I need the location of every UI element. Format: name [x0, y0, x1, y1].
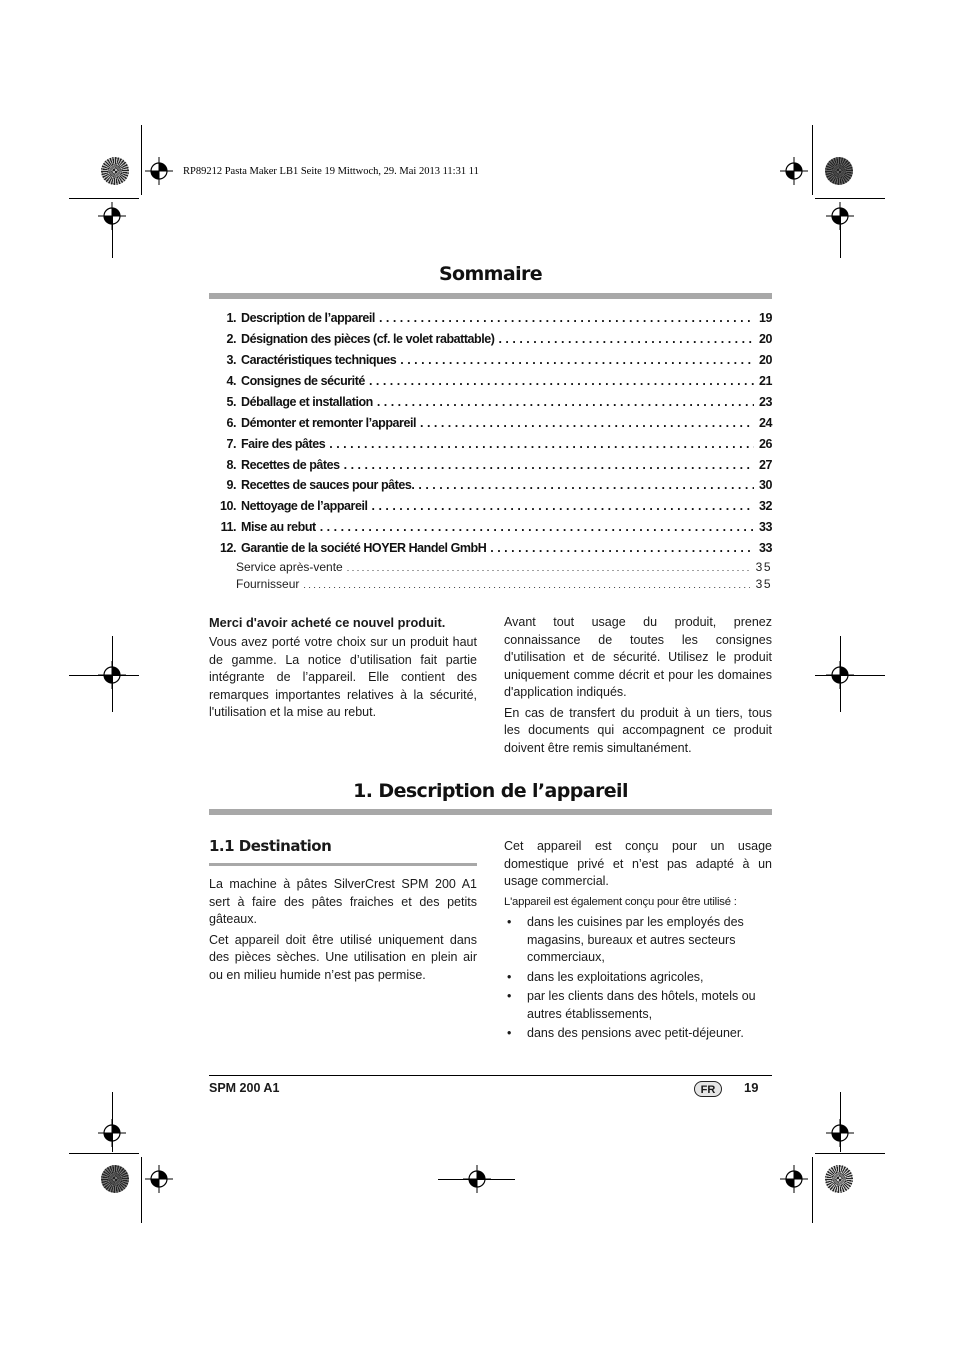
language-badge: FR — [694, 1081, 722, 1097]
list-item: • par les clients dans des hôtels, motels ou autres établissements, — [504, 988, 772, 1023]
list-item: • dans des pensions avec petit-déjeuner. — [504, 1025, 772, 1043]
description-left-paragraph-1: La machine à pâtes SilverCrest SPM 200 A1 sert à faire des pâtes fraiches et des petits gâteaux. — [209, 877, 477, 926]
registration-mark-icon — [145, 1165, 173, 1193]
toc-title: Sommaire — [438, 263, 543, 285]
color-rosette-icon — [101, 1165, 129, 1193]
footer-rule — [209, 1075, 772, 1076]
list-item: • dans les cuisines par les employés des magasins, bureaux et autres secteurs commerciaux, — [504, 914, 772, 967]
crop-line — [840, 1092, 841, 1152]
crop-line — [112, 1092, 113, 1152]
toc-subentry[interactable]: Fournisseur . . . 35 — [236, 577, 772, 594]
description-title: 1. Description de l’appareil — [353, 780, 628, 802]
crop-line — [438, 1179, 515, 1180]
toc-entry[interactable]: 2. Désignation des pièces (cf. le volet rabattable) . . . 20 — [209, 332, 772, 352]
crop-line — [815, 198, 885, 199]
toc-entry[interactable]: 10. Nettoyage de l’appareil . . . 32 — [209, 499, 772, 519]
color-rosette-icon — [825, 1165, 853, 1193]
crop-line — [840, 636, 841, 712]
description-right-paragraph-2: L'appareil est également conçu pour être utilisé : — [504, 895, 737, 908]
intro-left-paragraph: Vous avez porté votre choix sur un produit haut de gamme. La notice d’utilisation fait partie intégrante de l’appareil. Elle contient des remarques importantes relatives à la sécurité, l'utilisation et la mise au rebut. — [209, 635, 477, 719]
crop-line — [812, 125, 813, 195]
crop-line — [815, 1153, 885, 1154]
crop-line — [69, 198, 139, 199]
intro-right-paragraph-2: En cas de transfert du produit à un tiers, tous les documents qui accompagnent ce produit doivent être remis simultanément. — [504, 705, 772, 755]
crop-line — [815, 675, 885, 676]
registration-mark-icon — [780, 1165, 808, 1193]
registration-mark-icon — [780, 157, 808, 185]
color-rosette-icon — [101, 157, 129, 185]
intro-right-column — [504, 614, 772, 760]
destination-subtitle-rule — [209, 863, 477, 866]
crop-line — [69, 675, 139, 676]
destination-subtitle: 1.1 Destination — [209, 837, 332, 855]
description-title-rule — [209, 809, 772, 815]
crop-line — [840, 208, 841, 258]
toc-entry[interactable]: 1. Description de l’appareil . . . 19 — [209, 311, 772, 331]
list-item: • dans les exploitations agricoles, — [504, 969, 772, 987]
intro-right-paragraph-1: Avant tout usage du produit, prenez connaissance de toutes les consignes d'utilisation et de sécurité. Utilisez le produit uniquement comme décrit et pour les domaines d'application indiqués. — [504, 615, 772, 699]
toc-title-rule — [209, 293, 772, 299]
usage-list — [504, 914, 772, 1043]
description-left-column — [209, 876, 477, 987]
crop-line — [141, 1157, 142, 1223]
crop-line — [69, 1153, 139, 1154]
toc-entry[interactable]: 11. Mise au rebut . . . 33 — [209, 520, 772, 540]
toc-entry[interactable]: 3. Caractéristiques techniques . . . 20 — [209, 353, 772, 373]
toc-entry[interactable]: 9. Recettes de sauces pour pâtes. . . . 30 — [209, 478, 772, 498]
page-number: 19 — [744, 1080, 759, 1095]
toc-entry[interactable]: 5. Déballage et installation . . . 23 — [209, 395, 772, 415]
crop-line — [112, 208, 113, 258]
toc-entry[interactable]: 6. Démonter et remonter l’appareil . . . 24 — [209, 416, 772, 436]
toc-entry[interactable]: 12. Garantie de la société HOYER Handel GmbH . . . 33 — [209, 541, 772, 561]
footer-model: SPM 200 A1 — [209, 1081, 280, 1095]
toc-entry[interactable]: 7. Faire des pâtes . . . 26 — [209, 437, 772, 457]
toc-entry[interactable]: 8. Recettes de pâtes . . . 27 — [209, 458, 772, 478]
crop-line — [141, 125, 142, 195]
description-right-column — [504, 838, 772, 1045]
toc-entry[interactable]: 4. Consignes de sécurité . . . 21 — [209, 374, 772, 394]
intro-lead: Merci d'avoir acheté ce nouvel produit. — [209, 615, 446, 630]
crop-line — [812, 1157, 813, 1223]
color-rosette-icon — [825, 157, 853, 185]
intro-left-column — [209, 614, 477, 725]
crop-line — [112, 636, 113, 712]
description-left-paragraph-2: Cet appareil doit être utilisé uniquement dans des pièces sèches. Une utilisation en plein air ou en milieu humide n’est pas permise. — [209, 932, 477, 982]
description-right-paragraph-1: Cet appareil est conçu pour un usage domestique privé et n’est pas adapté à un usage commercial. — [504, 839, 772, 888]
registration-mark-icon — [145, 157, 173, 185]
toc-subentry[interactable]: Service après-vente . . . 35 — [236, 560, 772, 577]
print-info: RP89212 Pasta Maker LB1 Seite 19 Mittwoch, 29. Mai 2013 11:31 11 — [183, 166, 479, 177]
